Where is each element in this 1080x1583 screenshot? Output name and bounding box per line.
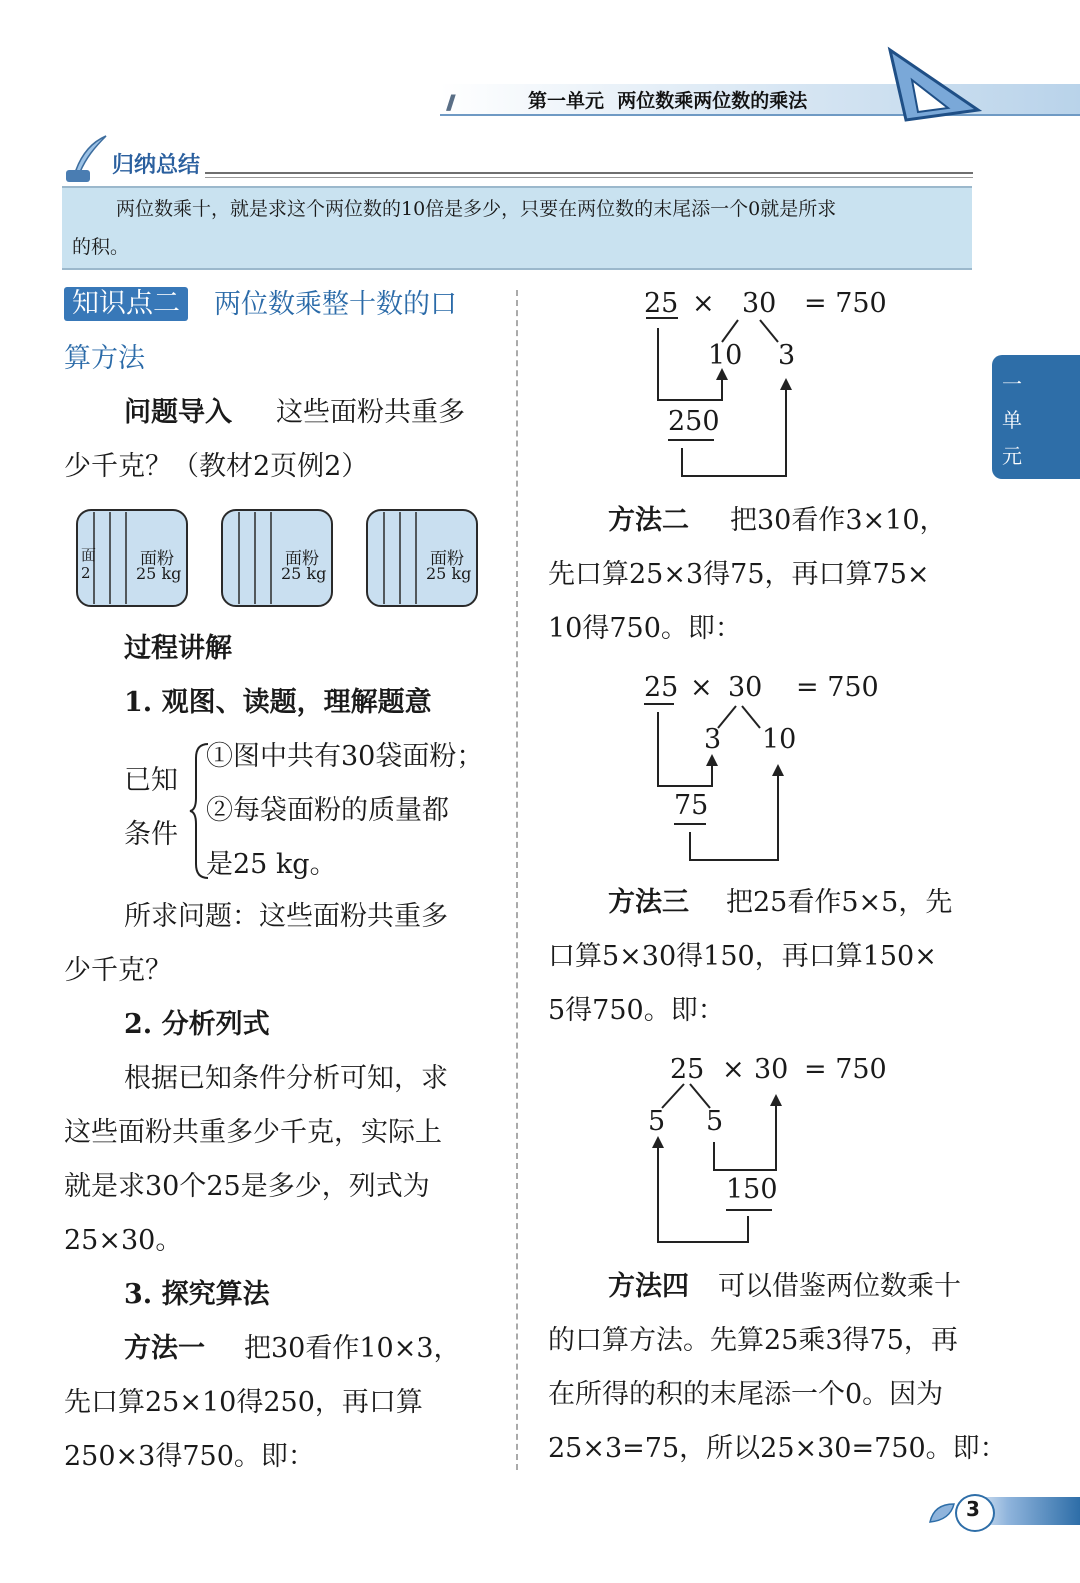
diagram-method-3 bbox=[640, 1050, 940, 1250]
d2-partial: 75 bbox=[674, 790, 709, 821]
d3-multiplicand: 25 bbox=[670, 1054, 705, 1085]
method-4-text-3: 在所得的积的末尾添一个0。因为 bbox=[548, 1379, 944, 1410]
header-hatch-decoration: ///// bbox=[446, 90, 450, 114]
d3-partial: 150 bbox=[726, 1174, 778, 1205]
method-2-text-3: 10得750。即： bbox=[548, 613, 742, 644]
summary-text-line-2: 的积。 bbox=[72, 236, 130, 258]
bag-weight-3: 25 kg bbox=[426, 564, 472, 583]
known-label-1: 已知 bbox=[124, 765, 178, 796]
d2-result: = 750 bbox=[796, 672, 879, 703]
header-line bbox=[440, 114, 1080, 116]
d1-partial: 250 bbox=[668, 406, 720, 437]
d3-result: = 750 bbox=[804, 1054, 887, 1085]
method-1-text-1: 把30看作10×3， bbox=[244, 1333, 461, 1364]
method-1-text-3: 250×3得750。即： bbox=[64, 1441, 315, 1472]
intro-text-2: 少千克？（教材2页例2） bbox=[64, 451, 369, 482]
known-label-2: 条件 bbox=[124, 819, 178, 850]
bag-partial-label: 面 bbox=[81, 546, 97, 564]
d1-split-1: 10 bbox=[708, 340, 743, 371]
d3-split-1: 5 bbox=[648, 1106, 666, 1137]
summary-rule bbox=[205, 172, 973, 178]
intro-text-1: 这些面粉共重多 bbox=[276, 397, 465, 428]
analysis-text-3: 就是求30个25是多少，列式为 bbox=[64, 1171, 430, 1202]
side-tab-char-2: 单 bbox=[1002, 408, 1022, 432]
method-4-text-1: 可以借鉴两位数乘十 bbox=[718, 1271, 961, 1302]
method-2-label: 方法二 bbox=[608, 505, 689, 536]
condition-2: ②每袋面粉的质量都 bbox=[206, 795, 449, 826]
knowledge-title-line-1: 两位数乘整十数的口 bbox=[214, 289, 457, 320]
method-4-label: 方法四 bbox=[608, 1271, 689, 1302]
method-3-text-1: 把25看作5×5，先 bbox=[726, 887, 953, 918]
column-divider bbox=[516, 290, 518, 1470]
d1-times: × bbox=[692, 288, 715, 319]
method-1-text-2: 先口算25×10得250，再口算 bbox=[64, 1387, 423, 1418]
diagram-method-1 bbox=[620, 282, 920, 482]
bag-weight-1: 25 kg bbox=[136, 564, 182, 583]
bag-label-3: 面粉 bbox=[430, 549, 464, 569]
intro-label: 问题导入 bbox=[124, 397, 232, 428]
d3-multiplier: 30 bbox=[754, 1054, 789, 1085]
method-4-text-4: 25×3=75，所以25×30=750。即： bbox=[548, 1433, 1007, 1464]
d3-split-2: 5 bbox=[706, 1106, 724, 1137]
analysis-text-2: 这些面粉共重多少千克，实际上 bbox=[64, 1117, 442, 1148]
method-3-label: 方法三 bbox=[608, 887, 689, 918]
step-3-heading: 3. 探究算法 bbox=[124, 1279, 270, 1310]
method-2-text-2: 先口算25×3得75，再口算75× bbox=[548, 559, 930, 590]
condition-1: ①图中共有30袋面粉； bbox=[206, 741, 484, 772]
method-3-text-2: 口算5×30得150，再口算150× bbox=[548, 941, 937, 972]
side-tab-char-1: 一 bbox=[1002, 372, 1022, 396]
bag-label-2: 面粉 bbox=[285, 549, 319, 569]
process-heading: 过程讲解 bbox=[124, 633, 232, 664]
d1-split-2: 3 bbox=[778, 340, 796, 371]
step-2-heading: 2. 分析列式 bbox=[124, 1009, 270, 1040]
d2-split-2: 10 bbox=[762, 724, 797, 755]
analysis-text-4: 25×30。 bbox=[64, 1225, 183, 1256]
flour-bags-illustration bbox=[72, 506, 512, 610]
ask-text-1: 所求问题：这些面粉共重多 bbox=[124, 901, 448, 932]
side-tab-char-3: 元 bbox=[1002, 444, 1022, 468]
page-number: 3 bbox=[966, 1497, 980, 1521]
analysis-text-1: 根据已知条件分析可知，求 bbox=[124, 1063, 448, 1094]
chapter-title: 第一单元 两位数乘两位数的乘法 bbox=[528, 90, 808, 112]
method-3-text-3: 5得750。即： bbox=[548, 995, 725, 1026]
d3-times: × bbox=[722, 1054, 745, 1085]
bag-partial-weight: 2 bbox=[81, 564, 91, 582]
d2-multiplier: 30 bbox=[728, 672, 763, 703]
d1-multiplier: 30 bbox=[742, 288, 777, 319]
bag-label-1: 面粉 bbox=[140, 549, 174, 569]
summary-box bbox=[62, 186, 972, 270]
triangle-ruler-icon bbox=[882, 46, 982, 124]
d1-multiplicand: 25 bbox=[644, 288, 679, 319]
method-1-label: 方法一 bbox=[124, 1333, 205, 1364]
summary-title: 归纳总结 bbox=[112, 153, 201, 178]
d2-split-1: 3 bbox=[704, 724, 722, 755]
step-1-heading: 1. 观图、读题，理解题意 bbox=[124, 687, 432, 718]
d2-multiplicand: 25 bbox=[644, 672, 679, 703]
knowledge-title-line-2: 算方法 bbox=[64, 343, 145, 374]
bag-weight-2: 25 kg bbox=[281, 564, 327, 583]
d2-times: × bbox=[690, 672, 713, 703]
quill-icon bbox=[62, 132, 112, 186]
d1-result: = 750 bbox=[804, 288, 887, 319]
summary-text-line-1: 两位数乘十，就是求这个两位数的10倍是多少，只要在两位数的末尾添一个0就是所求 bbox=[116, 198, 837, 220]
method-4-text-2: 的口算方法。先算25乘3得75，再 bbox=[548, 1325, 958, 1356]
method-2-text-1: 把30看作3×10， bbox=[730, 505, 947, 536]
diagram-method-2 bbox=[620, 666, 920, 866]
condition-3: 是25 kg。 bbox=[206, 849, 337, 880]
ask-text-2: 少千克？ bbox=[64, 955, 172, 986]
leaf-icon bbox=[928, 1500, 956, 1526]
knowledge-point-badge: 知识点二 bbox=[64, 287, 188, 321]
